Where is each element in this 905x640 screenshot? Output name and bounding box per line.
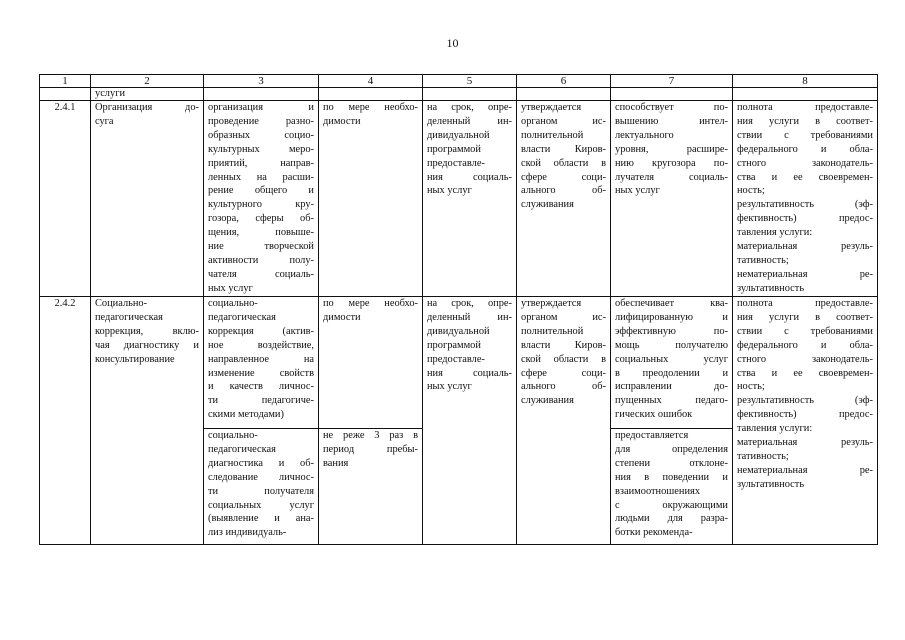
cell-text-line: результативность (эф- [737,395,873,407]
continuation-row [40,88,878,101]
cell-text-line: тавления услуги: [737,227,813,239]
cell-text-line: деленный ин- [427,115,512,127]
cell-text-line: лифицированную и [615,311,728,323]
cell-text-line: социальных услуг [615,353,728,365]
cell-text-line: гозора, сферы об- [208,213,314,225]
cell-text-line: взаимоотношениях [615,485,701,497]
cell-text-line: служивания [521,199,574,211]
service-conditions [611,429,733,545]
cell-text-line: фективность) предос- [737,409,873,421]
service-term [423,101,517,297]
cell-text-line: ального об- [521,185,606,197]
service-description [204,429,319,545]
cell-text-line: сфере соци- [521,367,606,379]
service-quality [733,297,878,545]
cell-text-line: ской области в [521,353,606,365]
cell-text-line: лучателя социаль- [615,171,728,183]
cell-text-line: в преодолении и [615,367,728,379]
cell-text-line: федерального и обла- [737,339,873,351]
cell-text-line: дивидуальной [427,325,490,337]
cell-text-line: полнительной [521,325,584,337]
cell-text-line: (выявление и ана- [208,513,314,525]
cell-text-line: активности полу- [208,254,314,266]
cell-text-line: федерального и обла- [737,143,873,155]
cell-text-line: зультативность [737,282,805,294]
cell-text-line: ствии с требованиями [737,325,873,337]
cell-text-line: гических ошибок [615,409,693,421]
cell-text-line: зультативность [737,478,805,490]
cell-text-line: нематериальная ре- [737,464,873,476]
cell-text-line: обеспечивает ква- [615,298,728,309]
cell-text-line: предоставляется [615,430,689,441]
cell-text-line: социально- [208,298,258,309]
cell-text-line: деленный ин- [427,311,512,323]
cell-text-line: полнота предоставле- [737,102,873,113]
service-frequency [319,101,423,297]
cell-text-line: ность; [737,185,765,197]
cell-text-line: власти Киров- [521,339,606,351]
cell-text-line: на срок, опре- [427,102,512,113]
cell-text-line: утверждается [521,298,582,309]
cell-text-line: консультирование [95,353,175,365]
column-number-row [40,75,878,88]
cell-text-line: утверждается [521,102,582,113]
services-table [39,74,878,545]
cell-text-line: способствует по- [615,102,728,113]
column-header: 7 [611,75,733,88]
service-quality [733,101,878,297]
cell-text-line: органом ис- [521,115,606,127]
cell-text-line: ных услуг [208,282,253,294]
cell-text-line: рение общего и [208,185,314,197]
cell-text-line: щения, повыше- [208,227,314,239]
cell-text-line: направленное на [208,353,314,365]
cell-text-line: программой [427,143,481,155]
cell-text-line: педагогическая [95,311,163,323]
cell-text-line: вания [323,457,349,469]
service-conditions [611,297,733,429]
cell-text-line: полнота предоставле- [737,298,873,309]
cell-text-line: ния социаль- [427,367,512,379]
column-header: 1 [40,75,91,88]
cell-text-line: димости [323,115,361,127]
cell-text-line: власти Киров- [521,143,606,155]
column-header: 5 [423,75,517,88]
service-tariff [517,101,611,297]
cell-text-line: людьми для разра- [615,513,728,525]
cell-text-line: степени отклоне- [615,457,728,469]
cell-text-line: Социально- [95,298,148,309]
column-header: 8 [733,75,878,88]
row-number: 2.4.2 [40,297,91,545]
cell-text-line: уровня, расшире- [615,143,728,155]
cell-text-line: организация и [208,102,314,113]
cell-text-line: ность; [737,381,765,393]
service-frequency [319,297,423,429]
cell-text-line: и качеств личнос- [208,381,314,393]
cell-text-line: чателя социаль- [208,268,314,280]
cell-text-line: ленных на расши- [208,171,314,183]
service-description [204,297,319,429]
cell-text-line: по мере необхо- [323,102,418,113]
table-row [40,297,878,429]
column-header: 3 [204,75,319,88]
cell-text-line: социальных услуг [208,499,314,511]
cell-text-line: по мере необхо- [323,298,418,309]
cell-text-line: для определения [615,443,728,455]
cell-text-line: ния в поведении и [615,471,728,483]
cell-text-line: ства и ее своевремен- [737,367,873,379]
cell-text-line: стного законодатель- [737,353,873,365]
cell-text-line: ботки рекоменда- [615,527,693,539]
continuation-text: услуги [91,88,204,101]
cell-text-line: ных услуг [615,185,660,197]
cell-text-line: педагогическая [208,443,276,455]
cell-text-line: педагогическая [208,311,276,323]
cell-text-line: на срок, опре- [427,298,512,309]
cell-text-line: ствии с требованиями [737,129,873,141]
cell-text-line: предоставле- [427,353,485,365]
cell-text-line: с окружающими [615,499,728,511]
cell-text-line: лиз индивидуаль- [208,527,287,539]
cell-text-line: исправлении до- [615,381,728,393]
cell-text-line: приятий, направ- [208,157,314,169]
row-number: 2.4.1 [40,101,91,297]
service-tariff [517,297,611,545]
cell-text-line: димости [323,311,361,323]
cell-text-line: чая диагностику и [95,339,199,351]
service-term [423,297,517,545]
cell-text-line: материальная резуль- [737,241,873,253]
cell-text-line: результативность (эф- [737,199,873,211]
service-name [91,297,204,545]
cell-text-line: коррекция, вклю- [95,325,199,337]
cell-text-line: тавления услуги: [737,423,813,435]
cell-text-line: ных услуг [427,185,472,197]
cell-text-line: служивания [521,395,574,407]
cell-text-line: скими методами) [208,409,284,421]
table-row [40,101,878,297]
cell-text-line: ных услуг [427,381,472,393]
cell-text-line: период пребы- [323,443,418,455]
cell-text-line: ния услуги в соответ- [737,115,873,127]
cell-text-line: ального об- [521,381,606,393]
cell-text-line: лектуального [615,129,674,141]
cell-text-line: изменение свойств [208,367,314,379]
cell-text-line: тативность; [737,254,789,266]
cell-text-line: проведение разно- [208,115,314,127]
cell-text-line: ние творческой [208,241,314,253]
cell-text-line: ской области в [521,157,606,169]
cell-text-line: тативность; [737,450,789,462]
cell-text-line: ства и ее своевремен- [737,171,873,183]
column-header: 6 [517,75,611,88]
cell-text-line: мощь получателю [615,339,728,351]
cell-text-line: культурных меро- [208,143,314,155]
cell-text-line: предоставле- [427,157,485,169]
cell-text-line: ти педагогиче- [208,395,314,407]
cell-text-line: диагностика и об- [208,457,314,469]
cell-text-line: дивидуальной [427,129,490,141]
cell-text-line: полнительной [521,129,584,141]
cell-text-line: стного законодатель- [737,157,873,169]
cell-text-line: Организация до- [95,102,199,113]
cell-text-line: суга [95,115,114,127]
cell-text-line: коррекция (актив- [208,325,314,337]
service-name [91,101,204,297]
cell-text-line: ти получателя [208,485,314,497]
cell-text-line: следование личнос- [208,471,314,483]
cell-text-line: нию кругозора по- [615,157,728,169]
cell-text-line: вышению интел- [615,115,728,127]
cell-text-line: не реже 3 раз в [323,430,418,441]
page-number: 10 [446,36,459,50]
service-frequency [319,429,423,545]
cell-text-line: ния социаль- [427,171,512,183]
cell-text-line: пущенных педаго- [615,395,728,407]
cell-text-line: программой [427,339,481,351]
cell-text-line: образных социо- [208,129,314,141]
cell-text-line: материальная резуль- [737,437,873,449]
service-description [204,101,319,297]
cell-text-line: эффективную по- [615,325,728,337]
service-conditions [611,101,733,297]
cell-text-line: социально- [208,430,258,441]
cell-text-line: органом ис- [521,311,606,323]
cell-text-line: сфере соци- [521,171,606,183]
cell-text-line: культурного кру- [208,199,314,211]
column-header: 2 [91,75,204,88]
cell-text-line: ния услуги в соответ- [737,311,873,323]
cell-text-line: нематериальная ре- [737,268,873,280]
cell-text-line: ное воздействие, [208,339,314,351]
column-header: 4 [319,75,423,88]
cell-text-line: фективность) предос- [737,213,873,225]
